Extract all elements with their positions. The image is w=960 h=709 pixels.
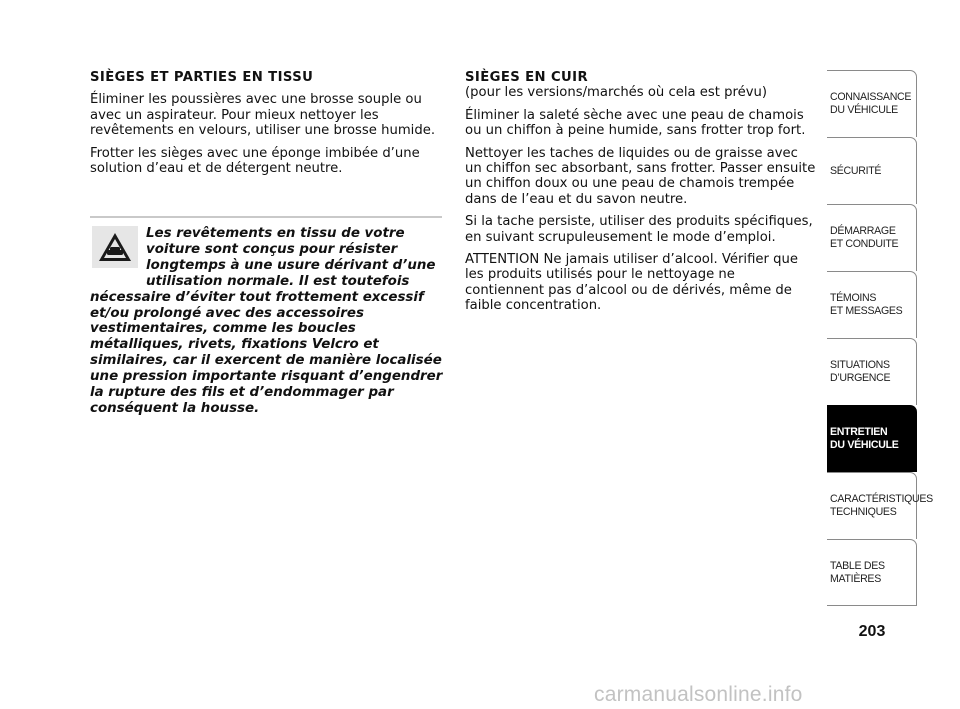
watermark: carmanualsonline.info xyxy=(594,683,803,706)
nav-tab-entretien[interactable]: ENTRETIEN DU VÉHICULE xyxy=(827,405,917,472)
chapter-nav xyxy=(827,70,933,606)
section-heading-fabric: SIÈGES ET PARTIES EN TISSU xyxy=(90,70,314,85)
section-heading-leather: SIÈGES EN CUIR xyxy=(465,70,589,85)
left-column xyxy=(90,70,442,183)
right-column xyxy=(465,70,817,321)
leather-paragraph-3: Si la tache persiste, utiliser des produits spécifiques, en suivant scrupuleusement le mode d’emploi. xyxy=(465,214,813,245)
leather-paragraph-1: Éliminer la saleté sèche avec une peau de chamois ou un chiffon à peine humide, sans frotter trop fort. xyxy=(465,107,806,139)
leather-paragraph-4: ATTENTION Ne jamais utiliser d’alcool. Vérifier que les produits utilisés pour le nettoyage ne contiennent pas d’alcool ou de dérivés, même de faible concentration. xyxy=(465,252,798,314)
warning-text: Les revêtements en tissu de votre voiture sont conçus pour résister longtemps à une usure dérivant d’une utilisation normale. Il est toutefois nécessaire d’éviter tout frottement excessif et/ou prolongé avec des accessoires vestimentaires, comme les boucles métalliques, rivets, fixations Velcro et similaires, car il exercent de manière localisée une pression importante risquant d’engendrer la rupture des fils et d’endommager par conséquent la housse. xyxy=(90,226,443,416)
nav-tab-temoins[interactable]: TÉMOINS ET MESSAGES xyxy=(827,271,917,338)
nav-tab-situations[interactable]: SITUATIONS D’URGENCE xyxy=(827,338,917,405)
page-number: 203 xyxy=(858,623,886,640)
leather-subheading: (pour les versions/marchés où cela est prévu) xyxy=(465,85,768,101)
nav-tab-table-matieres[interactable]: TABLE DES MATIÈRES xyxy=(827,539,917,606)
leather-paragraph-2: Nettoyer les taches de liquides ou de graisse avec un chiffon sec absorbant, sans frotter. Passer ensuite un chiffon doux ou une peau de chamois trempée dans de l’eau et du savon neutre. xyxy=(465,145,816,207)
nav-tab-demarrage[interactable]: DÉMARRAGE ET CONDUITE xyxy=(827,204,917,271)
fabric-paragraph-2: Frotter les sièges avec une éponge imbibée d’une solution d’eau et de détergent neutre. xyxy=(90,145,420,177)
nav-tab-caracteristiques[interactable]: CARACTÉRISTIQUES TECHNIQUES xyxy=(827,472,917,539)
warning-divider xyxy=(90,216,442,218)
fabric-paragraph-1: Éliminer les poussières avec une brosse souple ou avec un aspirateur. Pour mieux nettoyer les revêtements en velours, utiliser une brosse humide. xyxy=(90,92,436,139)
nav-tab-connaissance[interactable]: CONNAISSANCE DU VÉHICULE xyxy=(827,70,917,137)
nav-tab-securite[interactable]: SÉCURITÉ xyxy=(827,137,917,204)
